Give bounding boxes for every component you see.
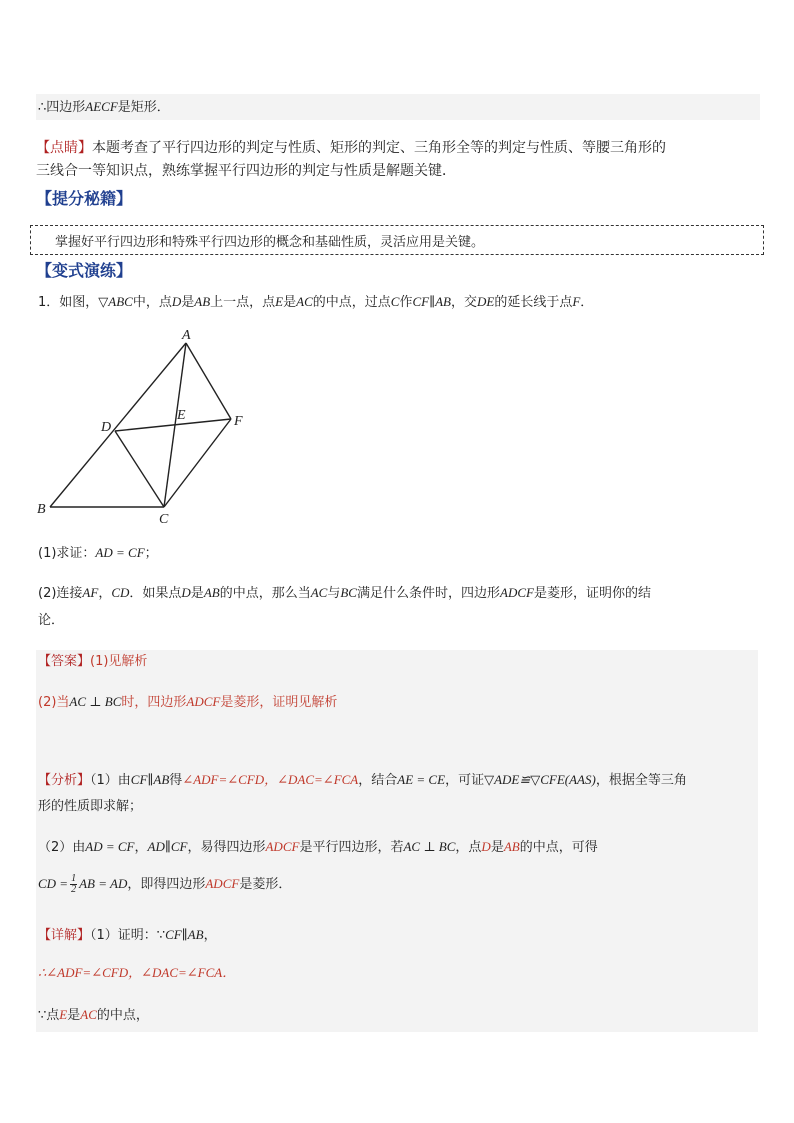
analysis-point: D [481, 839, 491, 854]
answer-2-quad: ADCF [186, 694, 221, 709]
analysis-text: 是菱形． [239, 877, 292, 892]
dianjing-line1 [36, 138, 666, 158]
analysis-quad: ADCF [205, 876, 240, 891]
top-line-suffix: 是矩形． [117, 100, 170, 115]
problem-point-f: F [572, 294, 581, 309]
analysis-text: ，根据全等三角 [595, 773, 687, 788]
segment-dc [115, 431, 164, 507]
label-b: B [37, 502, 46, 517]
segment-ab [50, 343, 186, 507]
fraction-denominator: 2 [71, 884, 77, 895]
detail-text: 的中点， [96, 1008, 149, 1023]
label-d: D [101, 420, 112, 435]
answer-2-text: 是菱形，证明见解析 [220, 695, 338, 710]
fraction-numerator: 1 [71, 873, 77, 884]
analysis-line3 [38, 837, 598, 858]
analysis-math: AD∥CF [147, 839, 188, 854]
problem-text: 作 [399, 295, 413, 310]
problem-text: 1．如图， [38, 295, 99, 310]
answer-line1 [38, 652, 147, 672]
analysis-text: 形的性质即求解； [38, 799, 143, 814]
fraction-half [70, 874, 77, 895]
label-e: E [177, 408, 186, 423]
analysis-text: 得 [169, 773, 183, 788]
analysis-math: AB = AD [79, 876, 128, 891]
q2-segment: AF [82, 585, 99, 600]
analysis-text: 是平行四边形，若 [299, 840, 404, 855]
problem-segment-ab: AB [194, 294, 211, 309]
q2-text: 与 [327, 586, 341, 601]
answer-2-condition: AC ⊥ BC [69, 694, 122, 709]
analysis-math: CF∥AB [130, 772, 170, 787]
answer-tag: 【答案】 [38, 654, 91, 669]
analysis-math: AC ⊥ BC [403, 839, 456, 854]
problem-segment-de: DE [476, 294, 495, 309]
problem-point-c: C [390, 294, 400, 309]
problem-text: ． [580, 295, 594, 310]
answer-2-text: (2)当 [38, 695, 70, 710]
q2-text: 是菱形，证明你的结 [533, 586, 651, 601]
problem-text: 是 [283, 295, 297, 310]
segment-df [115, 419, 231, 431]
q2-text: ， [98, 586, 112, 601]
problem-point-e: E [275, 294, 284, 309]
q2-text: 是 [190, 586, 204, 601]
problem-parallel: CF∥AB [412, 294, 451, 309]
analysis-line1 [38, 770, 687, 791]
analysis-tag: 【分析】 [38, 773, 91, 788]
problem-text: ，交 [450, 295, 477, 310]
section-practice-heading: 【变式演练】 [36, 261, 133, 280]
q2-text: (2)连接 [38, 586, 83, 601]
analysis-text: （1）由 [90, 773, 131, 788]
detail-line3 [38, 1005, 149, 1026]
detail-point: E [59, 1007, 68, 1022]
detail-text: ∵点 [38, 1008, 60, 1023]
question-2-line2 [38, 611, 64, 631]
geometry-diagram [30, 325, 260, 530]
problem-statement [38, 292, 593, 313]
dianjing-line2 [36, 161, 456, 181]
analysis-math: AD = CF [85, 839, 135, 854]
top-line [36, 94, 760, 120]
detail-segment: AC [80, 1007, 97, 1022]
detail-text: （1）证明：∵ [90, 928, 166, 943]
q2-text: 的中点，那么当 [219, 586, 311, 601]
q2-segment: CD [111, 585, 130, 600]
label-a: A [182, 328, 191, 343]
detail-angles: ∴∠ADF=∠CFD，∠DAC=∠FCA． [38, 965, 236, 980]
analysis-quad: ADCF [265, 839, 300, 854]
q1-equation: AD = CF [95, 545, 145, 560]
analysis-text: ，易得四边形 [187, 840, 266, 855]
problem-triangle: ▽ABC [98, 294, 133, 309]
answer-line2 [38, 692, 337, 713]
analysis-line2 [38, 797, 142, 817]
problem-text: 上一点，点 [210, 295, 276, 310]
dianjing-text1: 本题考查了平行四边形的判定与性质、矩形的判定、三角形全等的判定与性质、等腰三角形的 [92, 140, 666, 156]
detail-math: CF∥AB [165, 927, 204, 942]
analysis-math: AE = CE [397, 772, 446, 787]
segment-af [186, 343, 231, 419]
analysis-segment: AB [503, 839, 520, 854]
question-2-line1 [38, 583, 651, 604]
problem-text: 的延长线于点 [494, 295, 573, 310]
detail-text: ， [203, 928, 217, 943]
dianjing-tag: 【点睛】 [36, 140, 92, 156]
label-f: F [234, 414, 243, 429]
analysis-text: （2）由 [38, 840, 86, 855]
tips-box [30, 225, 764, 255]
problem-text: 中，点 [132, 295, 172, 310]
q2-segment: AC [310, 585, 328, 600]
analysis-math: CD = [38, 876, 69, 891]
detail-line2 [38, 963, 235, 983]
q1-prefix: (1)求证： [38, 546, 96, 561]
q2-quad: ADCF [500, 585, 534, 600]
analysis-text: 的中点，可得 [519, 840, 598, 855]
answer-2-text: 时，四边形 [121, 695, 187, 710]
problem-text: 是 [181, 295, 195, 310]
detail-line1 [38, 925, 217, 946]
q2-point: D [181, 585, 191, 600]
analysis-text: ，结合 [358, 773, 398, 788]
top-line-name: AECF [85, 99, 118, 114]
q1-suffix: ； [144, 546, 158, 561]
answer-1: (1)见解析 [90, 654, 148, 669]
problem-segment-ac: AC [296, 294, 313, 309]
problem-point-d: D [171, 294, 182, 309]
analysis-angles: ∠ADF=∠CFD，∠DAC=∠FCA [182, 772, 359, 787]
q2-text: ．如果点 [129, 586, 182, 601]
top-line-prefix: ∴四边形 [38, 100, 86, 115]
label-c: C [159, 512, 169, 527]
analysis-text: ，可证 [445, 773, 485, 788]
detail-text: 是 [67, 1008, 81, 1023]
q2-text: 论． [38, 613, 65, 628]
q2-segment: BC [340, 585, 357, 600]
detail-tag: 【详解】 [38, 928, 91, 943]
question-1 [38, 543, 158, 564]
analysis-congruence: ▽ADE≌▽CFE(AAS) [484, 772, 596, 787]
q2-text: 满足什么条件时，四边形 [356, 586, 500, 601]
analysis-text: ，即得四边形 [127, 877, 206, 892]
section-tips-heading: 【提分秘籍】 [36, 189, 133, 208]
q2-segment: AB [203, 585, 220, 600]
tips-text: 掌握好平行四边形和特殊平行四边形的概念和基础性质，灵活应用是关键。 [55, 235, 485, 250]
analysis-line4 [38, 871, 291, 897]
problem-text: 的中点，过点 [312, 295, 391, 310]
analysis-text: ，点 [455, 840, 482, 855]
analysis-text: ， [134, 840, 148, 855]
dianjing-text2: 三线合一等知识点，熟练掌握平行四边形的判定与性质是解题关键． [36, 163, 456, 179]
analysis-text: 是 [490, 840, 504, 855]
